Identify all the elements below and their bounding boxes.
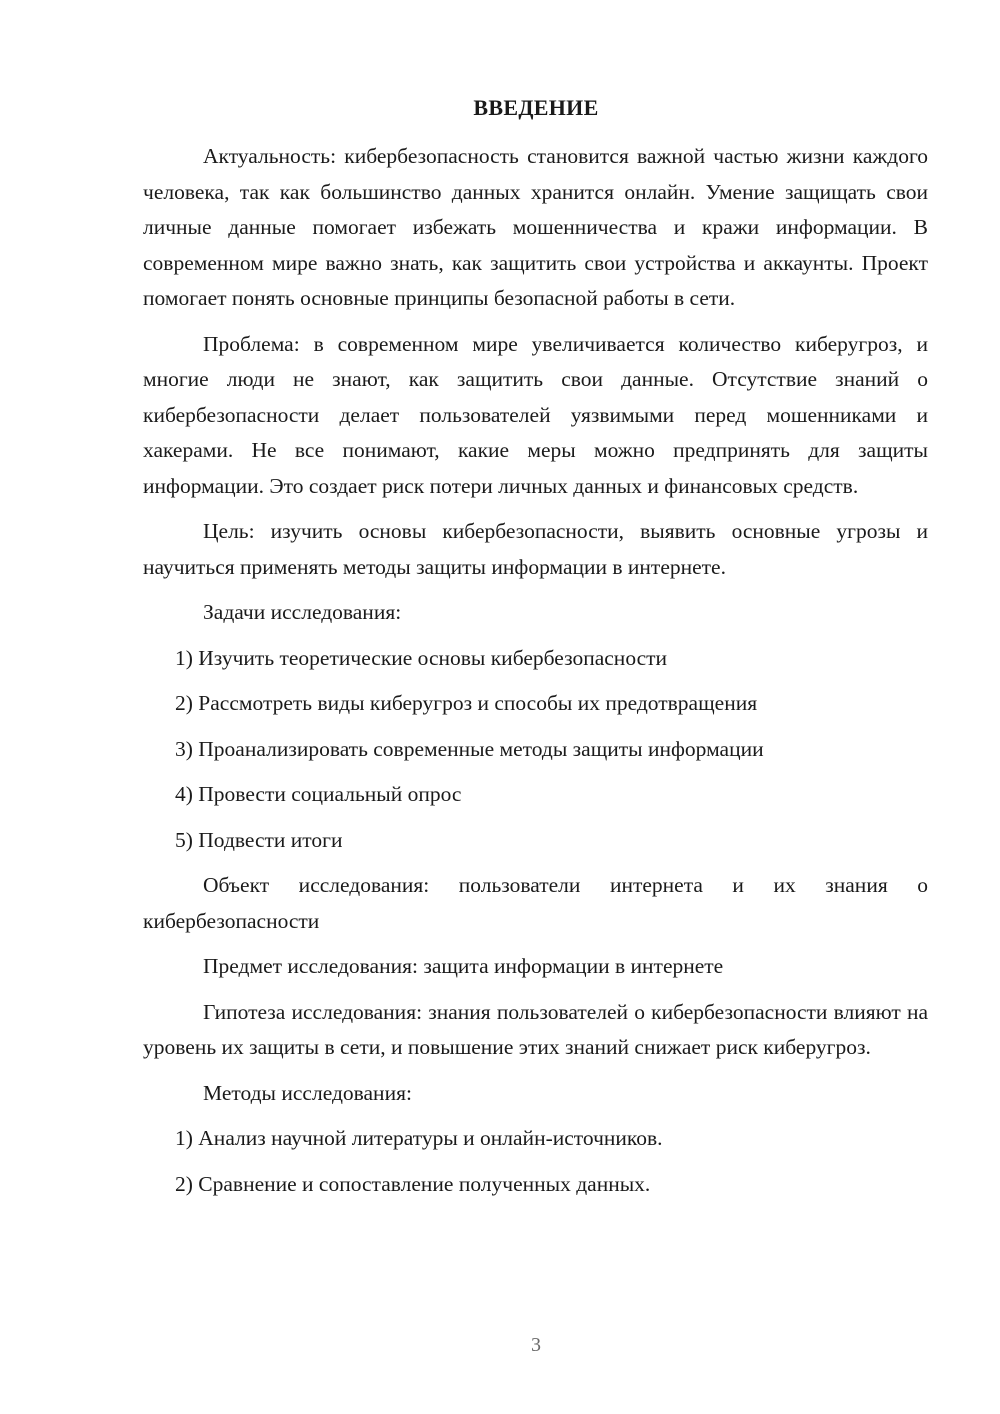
- hypothesis-paragraph: Гипотеза исследования: знания пользователей о кибербезопасности влияют на уровень их защиты в сети, и повышение этих знаний снижает риск киберугроз.: [143, 999, 928, 1059]
- object-paragraph: Объект исследования: пользователи интернета и их знания о кибербезопасности: [143, 873, 928, 933]
- section-heading: ВВЕДЕНИЕ: [473, 95, 599, 120]
- tasks-label: Задачи исследования:: [203, 600, 402, 624]
- task-item: 2) Рассмотреть виды киберугроз и способы их предотвращения: [175, 691, 758, 715]
- page-number: 3: [531, 1334, 541, 1356]
- task-item: 4) Провести социальный опрос: [175, 782, 462, 806]
- task-item: 5) Подвести итоги: [175, 827, 343, 852]
- task-item: 1) Изучить теоретические основы кибербезопасности: [175, 645, 668, 670]
- problem-paragraph: Проблема: в современном мире увеличивается количество киберугроз, и многие люди не знают, как защитить свои данные. Отсутствие знаний о кибербезопасности делает пользователей уязвимыми перед мошенниками и хакерами. Не все понимают, какие меры можно предпринять для защиты информации. Это создает риск потери личных данных и финансовых средств.: [143, 331, 928, 498]
- method-item: 1) Анализ научной литературы и онлайн-источников.: [175, 1126, 663, 1150]
- subject-paragraph: Предмет исследования: защита информации в интернете: [203, 954, 724, 978]
- task-item: 3) Проанализировать современные методы защиты информации: [175, 736, 764, 761]
- goal-paragraph: Цель: изучить основы кибербезопасности, выявить основные угрозы и научиться применять методы защиты информации в интернете.: [143, 519, 928, 579]
- relevance-paragraph: Актуальность: кибербезопасность становится важной частью жизни каждого человека, так как большинство данных хранится онлайн. Умение защищать свои личные данные помогает избежать мошенничества и кражи информации. В современном мире важно знать, как защитить свои устройства и аккаунты. Проект помогает понять основные принципы безопасной работы в сети.: [143, 144, 928, 310]
- method-item: 2) Сравнение и сопоставление полученных данных.: [175, 1171, 651, 1196]
- document-body: [143, 139, 928, 1212]
- methods-label: Методы исследования:: [203, 1080, 412, 1105]
